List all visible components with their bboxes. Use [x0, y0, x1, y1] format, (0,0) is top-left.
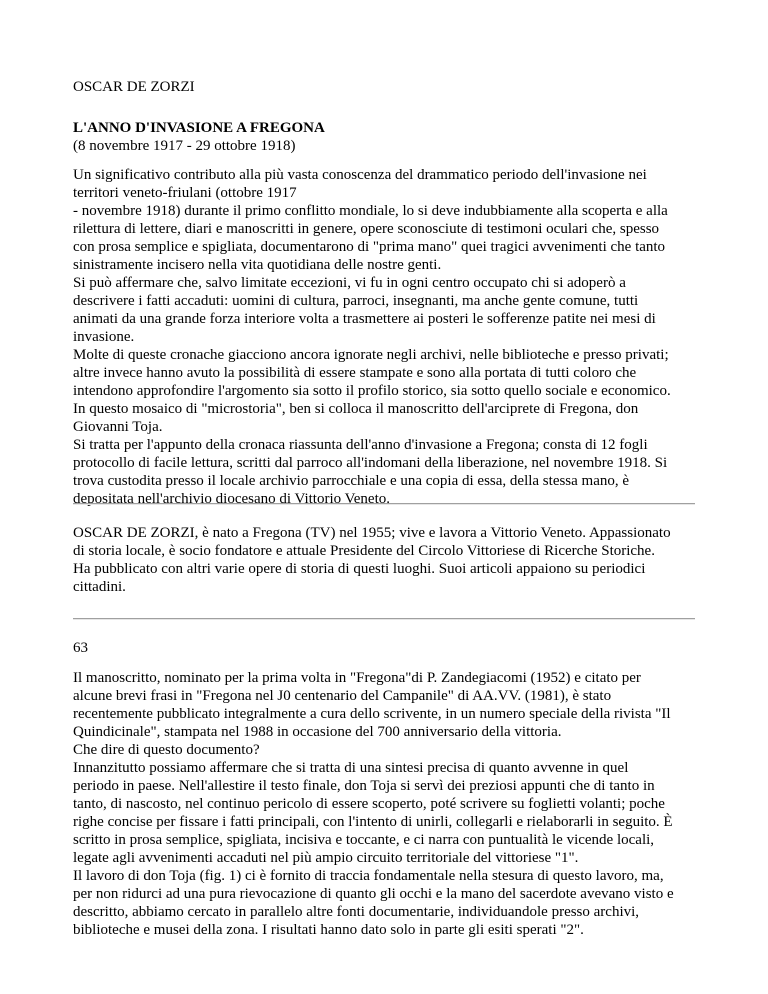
page-number: 63 [73, 640, 88, 656]
text-line: legate agli avvenimenti accaduti nel più ampio circuito territoriale del vittoriese "1". [73, 850, 579, 866]
text-line: animati da una grande forza interiore volta a trasmettere ai posteri le sofferenze patite nei mesi di [73, 311, 656, 327]
text-line: depositata nell'archivio diocesano di Vittorio Veneto. [73, 491, 391, 507]
text-line: alcune brevi frasi in "Fregona nel J0 centenario del Campanile" di AA.VV. (1981), è stato [73, 688, 612, 704]
author-bio [73, 524, 703, 596]
text-line: biblioteche e musei della zona. I risultati hanno dato solo in parte gli esiti sperati "2". [73, 922, 584, 938]
text-line: Innanzitutto possiamo affermare che si tratta di una sintesi precisa di quanto avvenne in quel [73, 760, 629, 776]
text-line: intendono approfondire l'argomento sia sotto il profilo storico, sia sotto quello sociale e economico. [73, 383, 671, 399]
article-title: L'ANNO D'INVASIONE A FREGONA [73, 120, 325, 136]
text-line: Quindicinale", stampata nel 1988 in occasione del 700 anniversario della vittoria. [73, 724, 562, 740]
divider [73, 503, 695, 505]
text-line: rilettura di lettere, diari e manoscritti in genere, opere sconosciute di testimoni oculari che, spesso [73, 221, 660, 237]
bio-line: Ha pubblicato con altri varie opere di storia di questi luoghi. Suoi articoli appaiono su periodici [73, 561, 646, 577]
text-line: descritto, abbiamo cercato in parallelo altre fonti documentarie, individuandole presso archivi, [73, 904, 640, 920]
text-line: trova custodita presso il locale archivio parrocchiale e una copia di essa, della stessa mano, è [73, 473, 630, 489]
text-line: protocollo di facile lettura, scritti dal parroco all'indomani della liberazione, nel novembre 1918. Si [73, 455, 668, 471]
text-line: territori veneto-friulani (ottobre 1917 [73, 185, 297, 201]
text-line: Molte di queste cronache giacciono ancora ignorate negli archivi, nelle biblioteche e presso privati; [73, 347, 669, 363]
text-line: Giovanni Toja. [73, 419, 163, 435]
text-line: Il lavoro di don Toja (fig. 1) ci è fornito di traccia fondamentale nella stesura di questo lavoro, ma, [73, 868, 664, 884]
divider [73, 618, 695, 620]
text-line: Che dire di questo documento? [73, 742, 260, 758]
bio-line: cittadini. [73, 579, 126, 595]
text-line: righe concise per fissare i fatti principali, con l'intento di unirli, collegarli e rielaborarli in seguito. È [73, 814, 673, 830]
text-line: descrivere i fatti accaduti: uomini di cultura, parroci, insegnanti, ma anche gente comune, tutti [73, 293, 639, 309]
text-line: invasione. [73, 329, 135, 345]
text-line: altre invece hanno avuto la possibilità di essere stampate e sono alla portata di tutti coloro che [73, 365, 637, 381]
intro-paragraph [73, 166, 703, 508]
author-heading: OSCAR DE ZORZI [73, 79, 195, 95]
text-line: recentemente pubblicato integralmente a cura dello scrivente, in un numero speciale della rivista "Il [73, 706, 671, 722]
bio-line: OSCAR DE ZORZI, è nato a Fregona (TV) nel 1955; vive e lavora a Vittorio Veneto. Appassionato [73, 525, 671, 541]
text-line: tanto, di nascosto, nel continuo pericolo di essere scoperto, poté scrivere su foglietti volanti; poche [73, 796, 665, 812]
text-line: - novembre 1918) durante il primo conflitto mondiale, lo si deve indubbiamente alla scoperta e alla [73, 203, 668, 219]
text-line: periodo in paese. Nell'allestire il testo finale, don Toja si servì dei preziosi appunti che di tanto in [73, 778, 655, 794]
body-paragraph [73, 669, 703, 939]
text-line: sinistramente incisero nella vita quotidiana delle nostre genti. [73, 257, 442, 273]
text-line: Si tratta per l'appunto della cronaca riassunta dell'anno d'invasione a Fregona; consta di 12 fogli [73, 437, 648, 453]
article-dates: (8 novembre 1917 - 29 ottobre 1918) [73, 138, 296, 154]
text-line: In questo mosaico di "microstoria", ben si colloca il manoscritto dell'arciprete di Fregona, don [73, 401, 639, 417]
text-line: Il manoscritto, nominato per la prima volta in "Fregona"di P. Zandegiacomi (1952) e citato per [73, 670, 641, 686]
text-line: con prosa semplice e spigliata, documentarono di "prima mano" quei tragici avvenimenti che tanto [73, 239, 666, 255]
bio-line: di storia locale, è socio fondatore e attuale Presidente del Circolo Vittoriese di Ricerche Storiche. [73, 543, 655, 559]
text-line: Un significativo contributo alla più vasta conoscenza del drammatico periodo dell'invasione nei [73, 167, 647, 183]
text-line: scritto in prosa semplice, spigliata, incisiva e toccante, e ci narra con puntualità le vicende locali, [73, 832, 655, 848]
text-line: per non ridurci ad una pura rievocazione di quanto gli occhi e la mano del sacerdote avevano visto e [73, 886, 674, 902]
text-line: Si può affermare che, salvo limitate eccezioni, vi fu in ogni centro occupato chi si adoperò a [73, 275, 626, 291]
